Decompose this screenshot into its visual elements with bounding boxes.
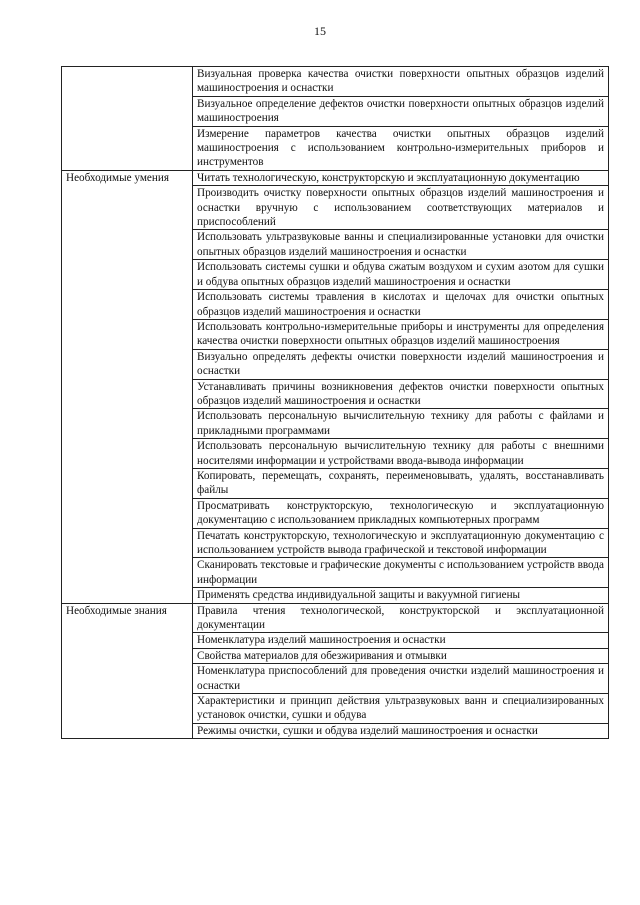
table-cell-item: Использовать системы сушки и обдува сжатым воздухом и сухим азотом для сушки и обдува опытных образцов изделий машиностроения и оснастки [193,260,609,290]
table-cell-item: Визуальная проверка качества очистки поверхности опытных образцов изделий машиностроения и оснастки [193,67,609,97]
label-cell-empty [62,67,193,171]
table-cell-item: Номенклатура изделий машиностроения и оснастки [193,633,609,648]
table-row [62,603,609,633]
table-cell-item: Копировать, перемещать, сохранять, переименовывать, удалять, восстанавливать файлы [193,468,609,498]
table-cell-item: Читать технологическую, конструкторскую и эксплуатационную документацию [193,170,609,185]
table-row [62,67,609,97]
table-cell-item: Просматривать конструкторскую, технологическую и эксплуатационную документацию с использованием прикладных компьютерных программ [193,498,609,528]
table-cell-item: Правила чтения технологической, конструкторской и эксплуатационной документации [193,603,609,633]
table-cell-item: Визуальное определение дефектов очистки поверхности опытных образцов изделий машиностроения [193,96,609,126]
label-cell-knowledge [62,603,193,739]
table-cell-item: Использовать персональную вычислительную технику для работы с внешними носителями информации и устройствами ввода-вывода информации [193,439,609,469]
page-number: 15 [314,24,326,38]
section-label: Необходимые знания [66,604,167,617]
table-cell-item: Применять средства индивидуальной защиты и вакуумной гигиены [193,588,609,603]
table-cell-item: Свойства материалов для обезжиривания и отмывки [193,648,609,663]
label-cell-skills [62,170,193,603]
table-row [62,170,609,185]
table-cell-item: Использовать ультразвуковые ванны и специализированные установки для очистки опытных образцов изделий машиностроения и оснастки [193,230,609,260]
table-cell-item: Использовать системы травления в кислотах и щелочах для очистки опытных образцов изделий машиностроения и оснастки [193,290,609,320]
requirements-table [61,66,609,739]
table-cell-item: Визуально определять дефекты очистки поверхности изделий машиностроения и оснастки [193,349,609,379]
table-cell-item: Использовать контрольно-измерительные приборы и инструменты для определения качества очистки поверхности опытных образцов изделий машиностроения [193,319,609,349]
table-cell-item: Характеристики и принцип действия ультразвуковых ванн и специализированных установок очистки, сушки и обдува [193,694,609,724]
table-cell-item: Устанавливать причины возникновения дефектов очистки поверхности опытных образцов изделий машиностроения и оснастки [193,379,609,409]
table-cell-item: Номенклатура приспособлений для проведения очистки изделий машиностроения и оснастки [193,664,609,694]
table-cell-item: Измерение параметров качества очистки опытных образцов изделий машиностроения с использованием контрольно-измерительных приборов и инструментов [193,126,609,170]
table-cell-item: Сканировать текстовые и графические документы с использованием устройств ввода информации [193,558,609,588]
table-cell-item: Печатать конструкторскую, технологическую и эксплуатационную документацию с использованием устройств вывода графической и текстовой информации [193,528,609,558]
table-cell-item: Режимы очистки, сушки и обдува изделий машиностроения и оснастки [193,723,609,738]
table-cell-item: Производить очистку поверхности опытных образцов изделий машиностроения и оснастки вручную с использованием соответствующих материалов и приспособлений [193,186,609,230]
table-cell-item: Использовать персональную вычислительную технику для работы с файлами и прикладными программами [193,409,609,439]
section-label: Необходимые умения [66,171,169,184]
